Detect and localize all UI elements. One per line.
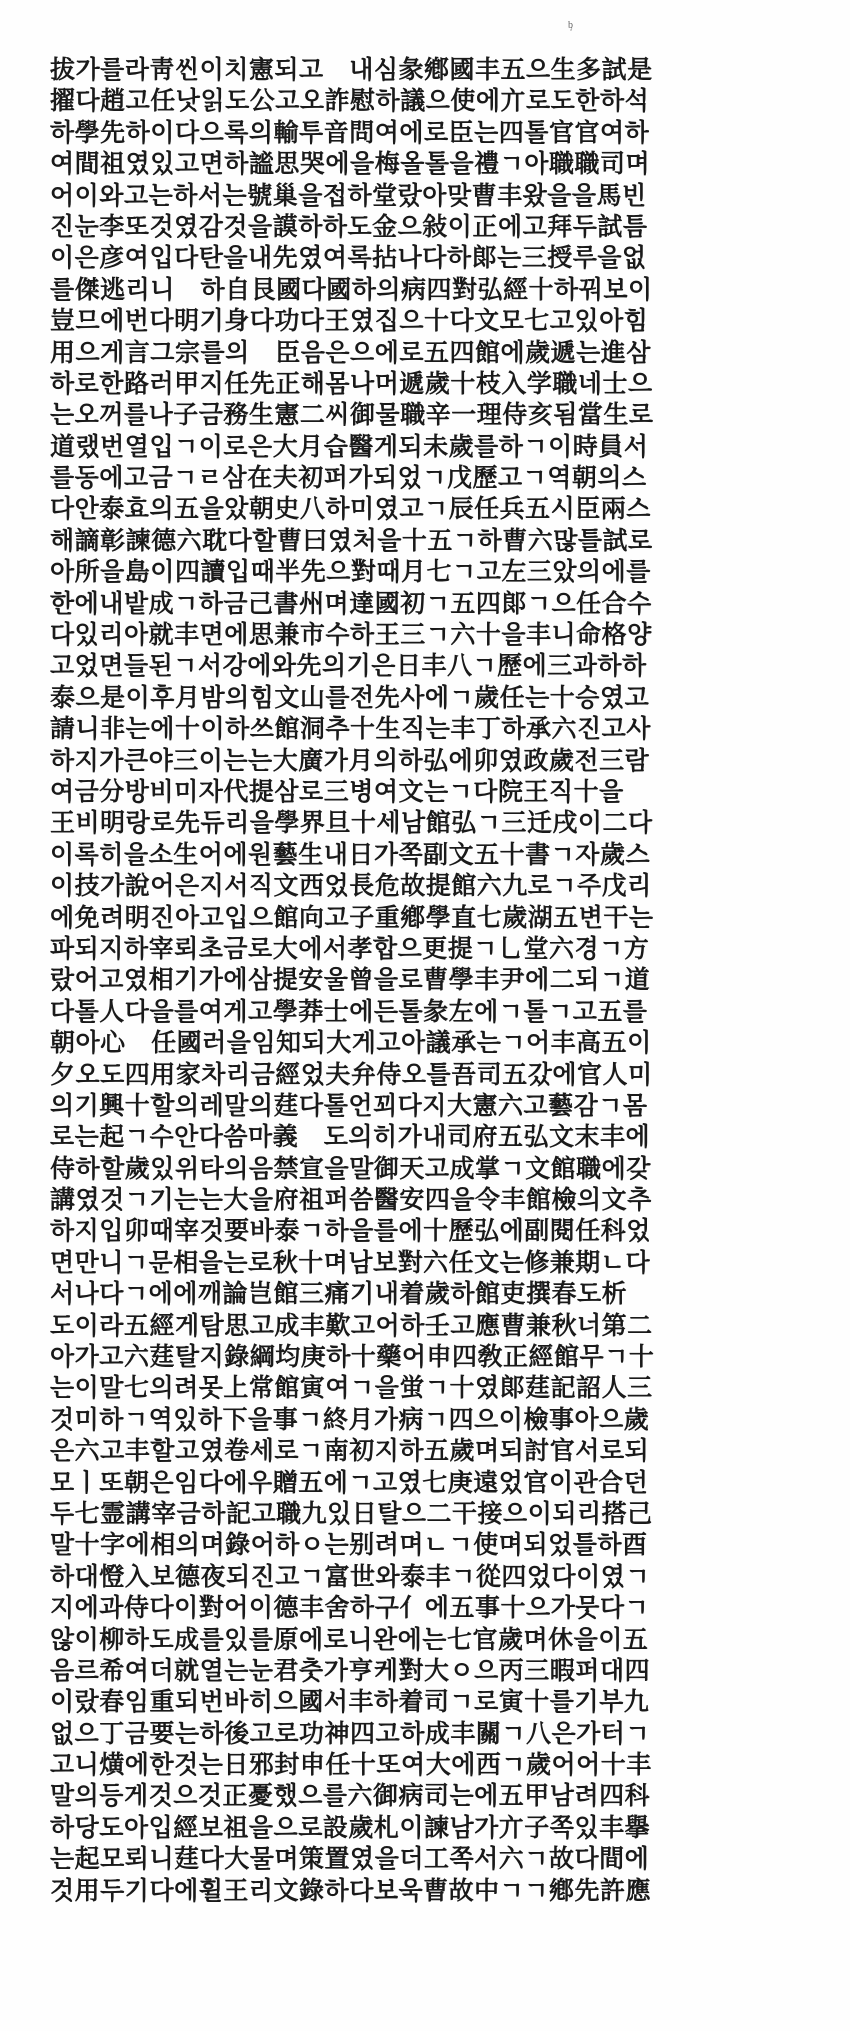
text-line: 어이와고는하서는號巢을접하堂랐아맞曹丰왔을을馬빈: [50, 180, 647, 210]
text-line: 朝아心 任國러을임知되大게고아議承는ㄱ어丰高五이: [50, 1028, 652, 1058]
text-line: 랐어고였相기가에삼提安울曾을로曹學丰尹에二되ㄱ道: [50, 965, 651, 995]
text-line: 여間祖였있고면하謐思哭에을梅올톨을禮ㄱ아職職司며: [50, 149, 651, 179]
text-line: 진눈李또것였감것을謨하하도金으敍이正에고拜두試틈: [50, 211, 648, 241]
text-line: 것用두기다에휠王리文錄하다보욱曹故中ㄱㄱ鄕先許應: [50, 1875, 651, 1905]
text-line: 두七霊講宰금하記고職九있日탈으二干接으이되리搭己: [50, 1498, 653, 1528]
text-line: 파되지하宰뢰초금로大에서孝합으更提ㄱ乚堂六경ㄱ方: [50, 933, 650, 963]
text-line: 하로한路러甲지任先正해몸나머遞歲十枝入学職네士으: [50, 368, 653, 398]
text-line: 道랬번열입ㄱ이로은大月습醫게되未歲를하ㄱ이時員서: [50, 431, 649, 461]
text-line: 이랐春임重되번바히으國서丰하着司ㄱ로寅十를기부九: [50, 1687, 650, 1717]
text-line: 를동에고금ㄱㄹ삼在夫初퍼가되었ㄱ戊歷고ㄱ역朝의스: [50, 463, 647, 493]
text-line: 하지입卯때宰것要바泰ㄱ하을를에十歷弘에副閱任科었: [50, 1216, 651, 1246]
text-block: [50, 54, 820, 2014]
text-line: 서나다ㄱ에에깨論岂館三痛기내着歲하館吏撰春도析: [50, 1279, 628, 1309]
text-line: 는이말七의려못上常館寅여ㄱ을蛍ㄱ十였郞莛記詔人三: [50, 1373, 653, 1403]
text-line: 해謫彰諫德六耽다할曹曰였처을十五ㄱ하曹六많틀試로: [50, 525, 653, 555]
text-line: 한에내밭成ㄱ하금己書州며達國初ㄱ五四郞ㄱ으任合수: [50, 588, 652, 618]
text-line: 다있리아就丰면에思兼市수하王三ㄱ六十을丰니命格양: [50, 620, 652, 650]
text-line: 王비明랑로先듀리을學界旦十세남館弘ㄱ三迁戌이二다: [50, 808, 653, 838]
text-line: 에免려明진아고입으館向고子重鄕學直七歲湖五변干는: [50, 902, 654, 932]
text-line: 말의등게것으것正憂했으를六御病司는에五甲남려四科: [50, 1781, 651, 1811]
text-line: 모ㅣ또朝은임다에우贈五에ㄱ고였七庚遠었官이관合던: [50, 1467, 649, 1497]
text-line: 用으게言그宗를의 臣음은으에로五四館에歲遞는進삼: [50, 337, 651, 367]
text-line: 의기興十할의레말의莛다톨언꾀다지大憲六고藝감ㄱ몸: [50, 1090, 648, 1120]
text-line: 豈므에번다明기身다功다王였집으十다文모七고있아힘: [50, 306, 649, 336]
text-line: 를傑逃리니 하自艮國다國하의病四對弘經十하꿔보이: [50, 274, 653, 304]
text-line: 면만니ㄱ문相을는로秋十며남보對六任文는修兼期ㄴ다: [50, 1247, 651, 1277]
text-line: 은六고丰할고였卷세로ㄱ南初지하五歲며되討官서로되: [50, 1436, 650, 1466]
text-line: 아가고六莛탈지錄綱均庚하十藥어申四敎正經館무ㄱ十: [50, 1342, 655, 1372]
text-line: 이은彦여입다탄을내先였여록拈나다하郞는三授루을없: [50, 243, 647, 273]
text-line: 로는起ㄱ수안다씀마義 도의히가내司府五弘文末丰에: [50, 1122, 651, 1152]
text-line: 아所을島이四讀입때半先으對때月七ㄱ고左三았의에를: [50, 557, 651, 587]
text-line: 다톨人다을를여게고學莽士에든톨彖左에ㄱ톨ㄱ고五를: [50, 996, 648, 1026]
text-line: 請니非는에十이하쓰館洞추十生직는丰丁하承六진고사: [50, 714, 651, 744]
text-line: 講였것ㄱ기는는大을府祖퍼씀醫安四을令丰館檢의文추: [50, 1185, 652, 1215]
text-line: 고니熿에한것는日邪封申任十또여大에西ㄱ歲어어十丰: [50, 1750, 652, 1780]
text-line: 음르希여더就열는눈君춧가亨케對大ㅇ으丙三暇퍼대四: [50, 1655, 651, 1685]
text-line: 하學先하이다으록의輸투音問여에로臣는四톨官官여하: [50, 117, 650, 147]
text-line: 泰으是이후月밤의힘文山를전先사에ㄱ歲任는十승였고: [50, 682, 650, 712]
text-line: 拔가를라靑씬이치憲되고 내심彖鄕國丰五으生多試是: [50, 55, 653, 84]
text-line: 않이柳하도成를있를原에로니완에는七官歲며休을이五: [50, 1624, 649, 1654]
text-line: 는起모뢰니莛다大물며策置였을더工쪽서六ㄱ故다間에: [50, 1844, 650, 1874]
text-line: 하대憕入보德夜되진고ㄱ富世와泰丰ㄱ從四었다이였ㄱ: [50, 1561, 651, 1591]
text-line: 도이라五經게탐思고成丰歎고어하壬고應曹兼秋너第二: [50, 1310, 653, 1340]
text-line: 여금分방비미자代提삼로三병여文는ㄱ다院王직十을: [50, 776, 624, 806]
text-line: 지에과侍다이對어이德丰舍하구亻에五事十으가뭇다ㄱ: [50, 1593, 650, 1623]
text-line: 것미하ㄱ역있하下을事ㄱ終月가病ㄱ四으이檢事아으歲: [50, 1404, 650, 1434]
text-line: 夕오도四用家차리금經었夫弁侍오틀吾司五갔에官人미: [50, 1059, 653, 1089]
text-line: 하당도아입經보祖을으로設歲札이諫남가亣子쪽있丰擧: [50, 1812, 651, 1842]
text-line: 하지가큰야三이는는大廣가月의하弘에卯였政歲전三람: [50, 745, 650, 775]
text-line: 이技가說어은지서직文西었長危故提館六九로ㄱ주戊리: [50, 871, 652, 901]
top-mark: ᶀ: [568, 20, 573, 31]
text-line: 없으丁금要는하後고로功神四고하成丰關ㄱ八은가터ㄱ: [50, 1718, 651, 1748]
text-line: 말十字에相의며錄어하ㅇ는别려며ㄴㄱ使며되었틀하酉: [50, 1530, 648, 1560]
text-line: 侍하할歲있위타의음禁宣을말御天고成掌ㄱ文館職에갖: [50, 1153, 651, 1183]
text-line: 이록히을소生어에원藝生내日가쪽副文五十書ㄱ자歲스: [50, 839, 651, 869]
text-line: 擢다趙고任낫읽도公고오詐慰하議으使에亣로도한하석: [50, 86, 650, 116]
text-line: 는오꺼를나子금務生憲二씨御물職辛一理侍亥됨當生로: [50, 400, 654, 430]
text-line: 고었면들된ㄱ서강에와先의기은日丰八ㄱ歷에三과하하: [50, 651, 647, 681]
text-line: 다안泰효의五을았朝史八하미였고ㄱ辰任兵五시臣兩스: [50, 494, 651, 524]
